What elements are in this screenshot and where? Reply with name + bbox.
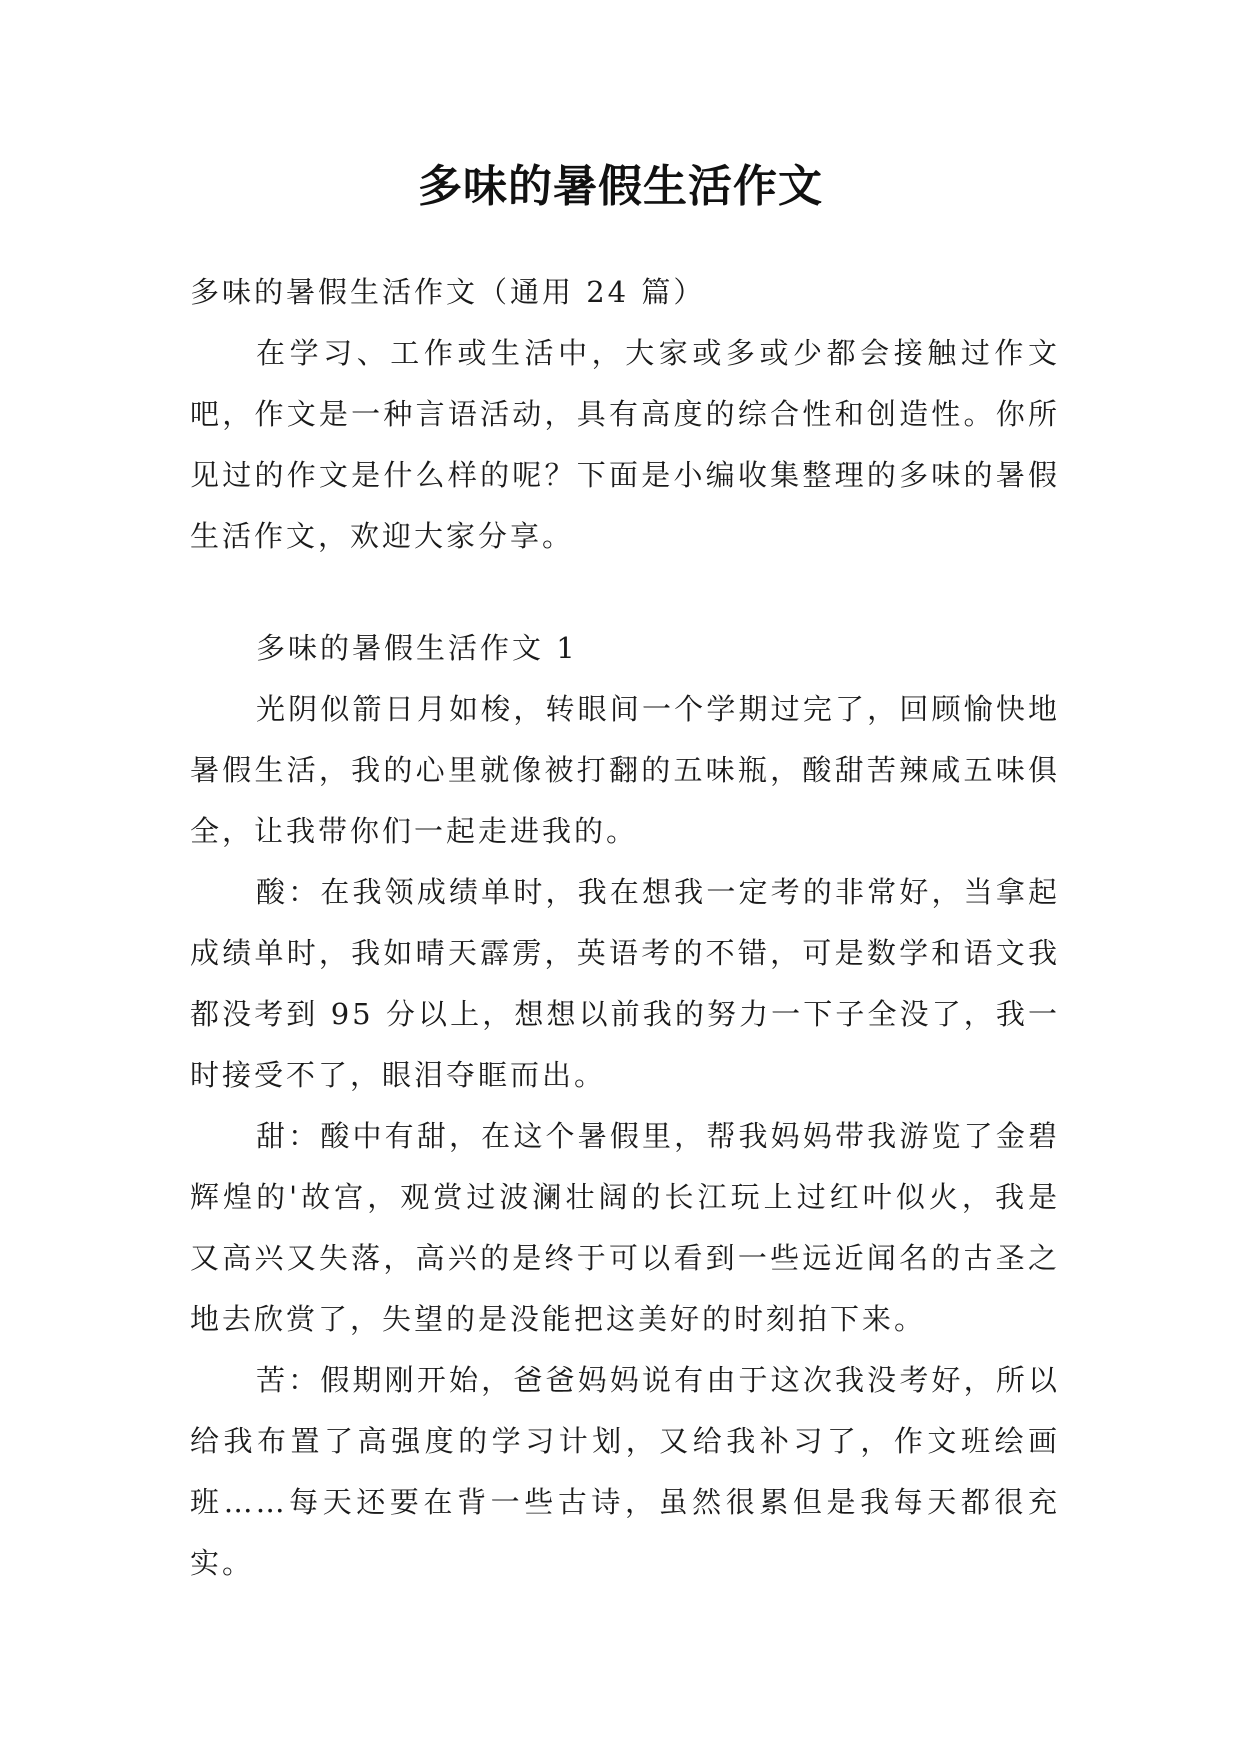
body-paragraph: 苦：假期刚开始，爸爸妈妈说有由于这次我没考好，所以给我布置了高强度的学习计划，又给我补习了，作文班绘画班……每天还要在背一些古诗，虽然很累但是我每天都很充实。 [190, 1363, 1060, 1580]
body-paragraph: 酸：在我领成绩单时，我在想我一定考的非常好，当拿起成绩单时，我如晴天霹雳，英语考的不错，可是数学和语文我都没考到 95 分以上，想想以前我的努力一下子全没了，我一时接受不了，眼泪夺眶而出。 [190, 875, 1060, 1092]
document-body [190, 262, 1060, 1594]
section-heading: 多味的暑假生活作文 1 [256, 631, 578, 665]
section-spacer [190, 567, 1060, 618]
intro-paragraph: 在学习、工作或生活中，大家或多或少都会接触过作文吧，作文是一种言语活动，具有高度的综合性和创造性。你所见过的作文是什么样的呢？下面是小编收集整理的多味的暑假生活作文，欢迎大家分享。 [190, 336, 1060, 553]
body-paragraph: 甜：酸中有甜，在这个暑假里，帮我妈妈带我游览了金碧辉煌的'故宫，观赏过波澜壮阔的长江玩上过红叶似火，我是又高兴又失落，高兴的是终于可以看到一些远近闻名的古圣之地去欣赏了，失望的是没能把这美好的时刻拍下来。 [190, 1119, 1060, 1336]
document-title: 多味的暑假生活作文 [418, 161, 823, 212]
body-paragraph: 光阴似箭日月如梭，转眼间一个学期过完了，回顾愉快地暑假生活，我的心里就像被打翻的五味瓶，酸甜苦辣咸五味俱全，让我带你们一起走进我的。 [190, 692, 1060, 848]
document-subtitle: 多味的暑假生活作文（通用 24 篇） [190, 275, 706, 309]
